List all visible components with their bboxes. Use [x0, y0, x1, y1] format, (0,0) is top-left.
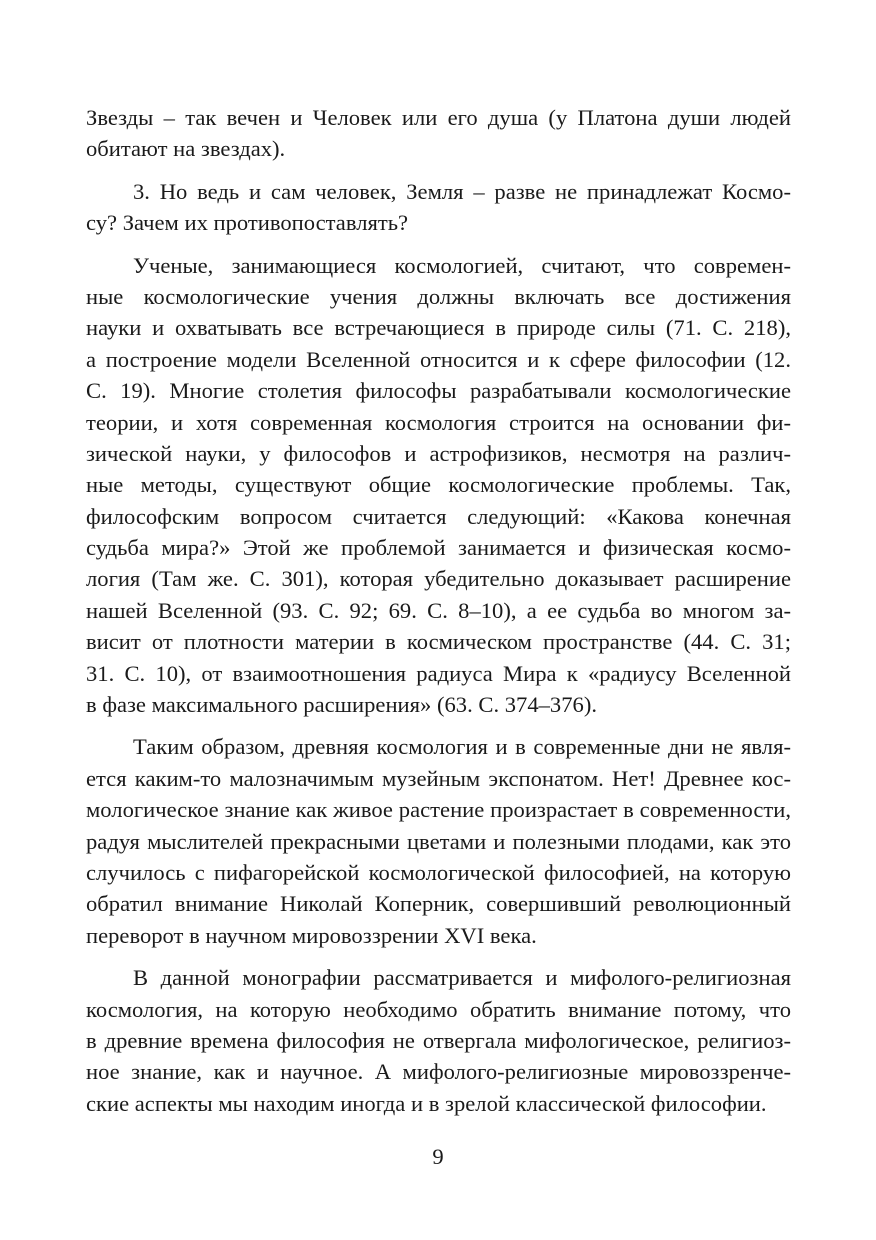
text-line: С. 19). Многие столетия философы разрабатывали космологические [86, 378, 791, 404]
paragraph-ancient-cosmology [86, 731, 791, 951]
text-line: Звезды – так вечен и Человек или его душа (у Платона души людей [86, 105, 791, 130]
text-line: переворот в научном мировоззрении XVI века. [86, 922, 537, 948]
text-line: философским вопросом считается следующий: «Какова конечная [86, 503, 791, 529]
paragraph-point-3 [86, 176, 791, 239]
text-line: радуя мыслителей прекрасными цветами и полезными плодами, как это [86, 828, 791, 854]
text-line: нашей Вселенной (93. С. 92; 69. С. 8–10), а ее судьба во многом за- [86, 597, 791, 623]
text-line: Ученые, занимающиеся космологией, считают, что современ- [133, 252, 791, 278]
text-line: мологическое знание как живое растение произрастает в современности, [86, 797, 791, 823]
text-line: случилось с пифагорейской космологической философией, на которую [86, 859, 791, 885]
text-line: су? Зачем их противопоставлять? [86, 210, 409, 236]
paragraph-continuation [86, 102, 791, 165]
text-line: зической науки, у философов и астрофизиков, несмотря на различ- [86, 440, 791, 466]
text-line: обитают на звездах). [86, 136, 286, 162]
text-line: ские аспекты мы находим иногда и в зрелой классической философии. [86, 1090, 767, 1116]
body-text [86, 102, 791, 1119]
paragraph-scientists [86, 250, 791, 721]
text-line: космология, на которую необходимо обратить внимание потому, что [86, 996, 791, 1022]
text-line: Таким образом, древняя космология и в современные дни не явля- [133, 734, 791, 760]
text-line: логия (Там же. С. 301), которая убедительно доказывает расширение [86, 566, 791, 592]
text-line: судьба мира?» Этой же проблемой занимается и физическая космо- [86, 535, 791, 561]
page-number: 9 [432, 1144, 444, 1169]
text-line: ное знание, как и научное. А мифолого-религиозные мировоззренче- [86, 1059, 791, 1085]
paragraph-monograph [86, 962, 791, 1119]
text-line: а построение модели Вселенной относится и к сфере философии (12. [86, 346, 791, 372]
text-line: 31. С. 10), от взаимоотношения радиуса Мира к «радиусу Вселенной [86, 660, 791, 686]
text-line: ется каким-то малозначимым музейным экспонатом. Нет! Древнее кос- [86, 765, 791, 791]
text-line: теории, и хотя современная космология строится на основании фи- [86, 409, 791, 435]
text-line: 3. Но ведь и сам человек, Земля – разве не принадлежат Космо- [133, 178, 791, 204]
text-line: в древние времена философия не отвергала мифологическое, религиоз- [86, 1027, 791, 1053]
text-line: В данной монографии рассматривается и мифолого-религиозная [133, 965, 791, 991]
text-line: науки и охватывать все встречающиеся в природе силы (71. С. 218), [86, 315, 791, 341]
text-line: ные методы, существуют общие космологические проблемы. Так, [86, 472, 791, 498]
text-line: ные космологические учения должны включать все достижения [86, 283, 791, 309]
text-line: висит от плотности материи в космическом пространстве (44. С. 31; [86, 629, 791, 655]
text-line: в фазе максимального расширения» (63. С. 374–376). [86, 692, 597, 718]
text-line: обратил внимание Николай Коперник, совершивший революционный [86, 891, 791, 917]
